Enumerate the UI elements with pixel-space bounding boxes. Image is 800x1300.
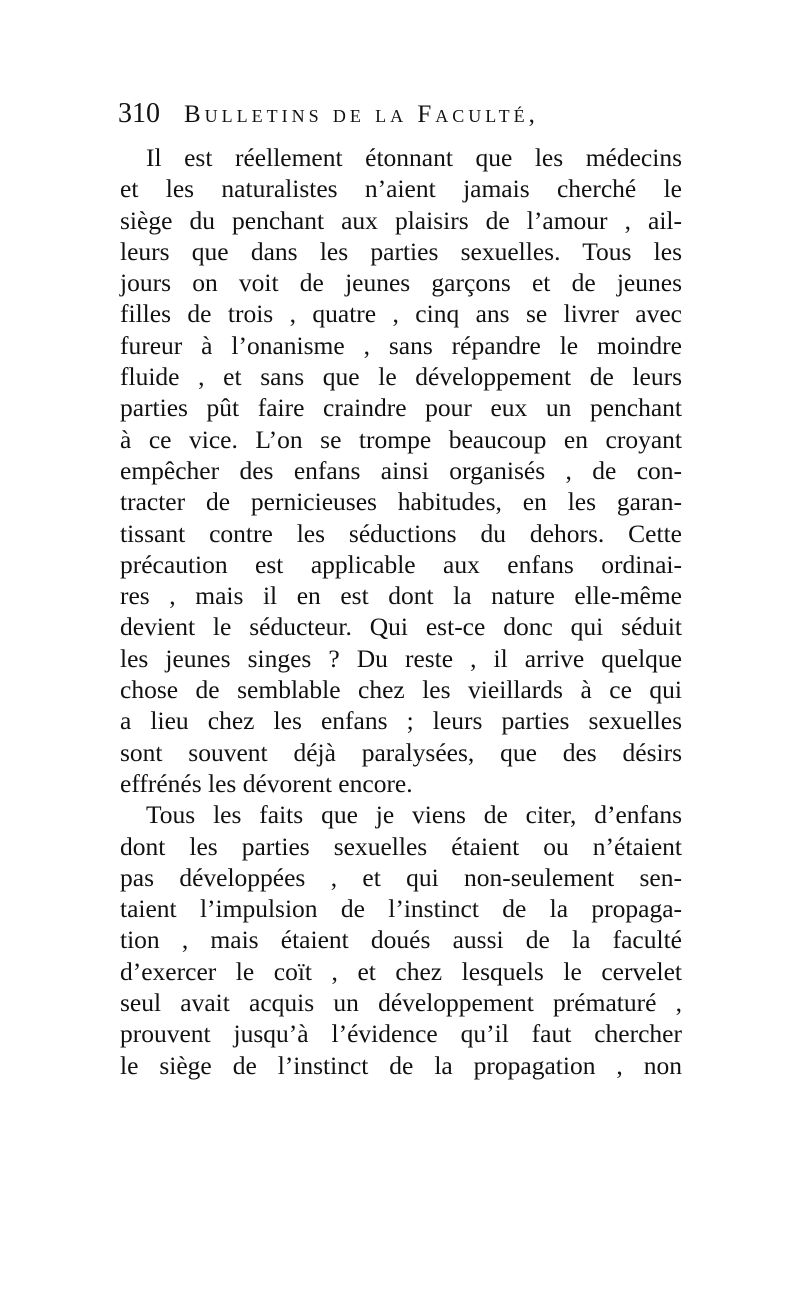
text-line: taient l’impulsion de l’instinct de la propaga- (120, 894, 682, 924)
text-line: devient le séducteur. Qui est-ce donc qui séduit (120, 612, 682, 642)
text-line: fluide , et sans que le développement de leurs (120, 362, 682, 392)
text-line: tion , mais étaient doués aussi de la faculté (120, 925, 682, 955)
text-line: chose de semblable chez les vieillards à ce qui (120, 675, 682, 705)
text-line: fureur à l’onanisme , sans répandre le moindre (120, 330, 682, 360)
text-line: effrénés les dévorent encore. (120, 768, 413, 798)
text-line: précaution est applicable aux enfans ordinai- (120, 549, 682, 579)
text-line: sont souvent déjà paralysées, que des désirs (120, 737, 682, 767)
text-line: tracter de pernicieuses habitudes, en les garan- (120, 487, 682, 517)
text-line: filles de trois , quatre , cinq ans se livrer avec (120, 299, 682, 329)
text-line: pas développées , et qui non-seulement sen- (120, 862, 682, 892)
text-line: Tous les faits que je viens de citer, d’enfans (146, 800, 682, 830)
body-text (120, 142, 682, 1081)
text-line: à ce vice. L’on se trompe beaucoup en croyant (120, 424, 682, 454)
text-line: seul avait acquis un développement prématuré , (120, 988, 682, 1018)
text-line: prouvent jusqu’à l’évidence qu’il faut chercher (120, 1019, 682, 1049)
running-head: Bulletins de la Faculté, (184, 101, 539, 128)
text-line: les jeunes singes ? Du reste , il arrive quelque (120, 643, 682, 673)
text-line: d’exercer le coït , et chez lesquels le cervelet (120, 956, 682, 986)
page-number: 310 (118, 98, 160, 129)
text-line: tissant contre les séductions du dehors. Cette (120, 518, 682, 548)
text-line: leurs que dans les parties sexuelles. Tous les (120, 236, 682, 266)
text-line: dont les parties sexuelles étaient ou n’étaient (120, 831, 682, 861)
page-header (118, 98, 718, 138)
text-line: et les naturalistes n’aient jamais cherché le (120, 174, 682, 204)
text-line: siège du penchant aux plaisirs de l’amour , ail- (120, 205, 682, 235)
text-line: empêcher des enfans ainsi organisés , de con- (120, 455, 682, 485)
text-line: a lieu chez les enfans ; leurs parties sexuelles (120, 706, 682, 736)
text-line: Il est réellement étonnant que les médecins (146, 143, 682, 172)
text-line: jours on voit de jeunes garçons et de jeunes (120, 268, 682, 298)
text-line: parties pût faire craindre pour eux un penchant (120, 393, 682, 423)
text-line: res , mais il en est dont la nature elle-même (120, 581, 682, 611)
text-line: le siège de l’instinct de la propagation , non (120, 1050, 682, 1080)
